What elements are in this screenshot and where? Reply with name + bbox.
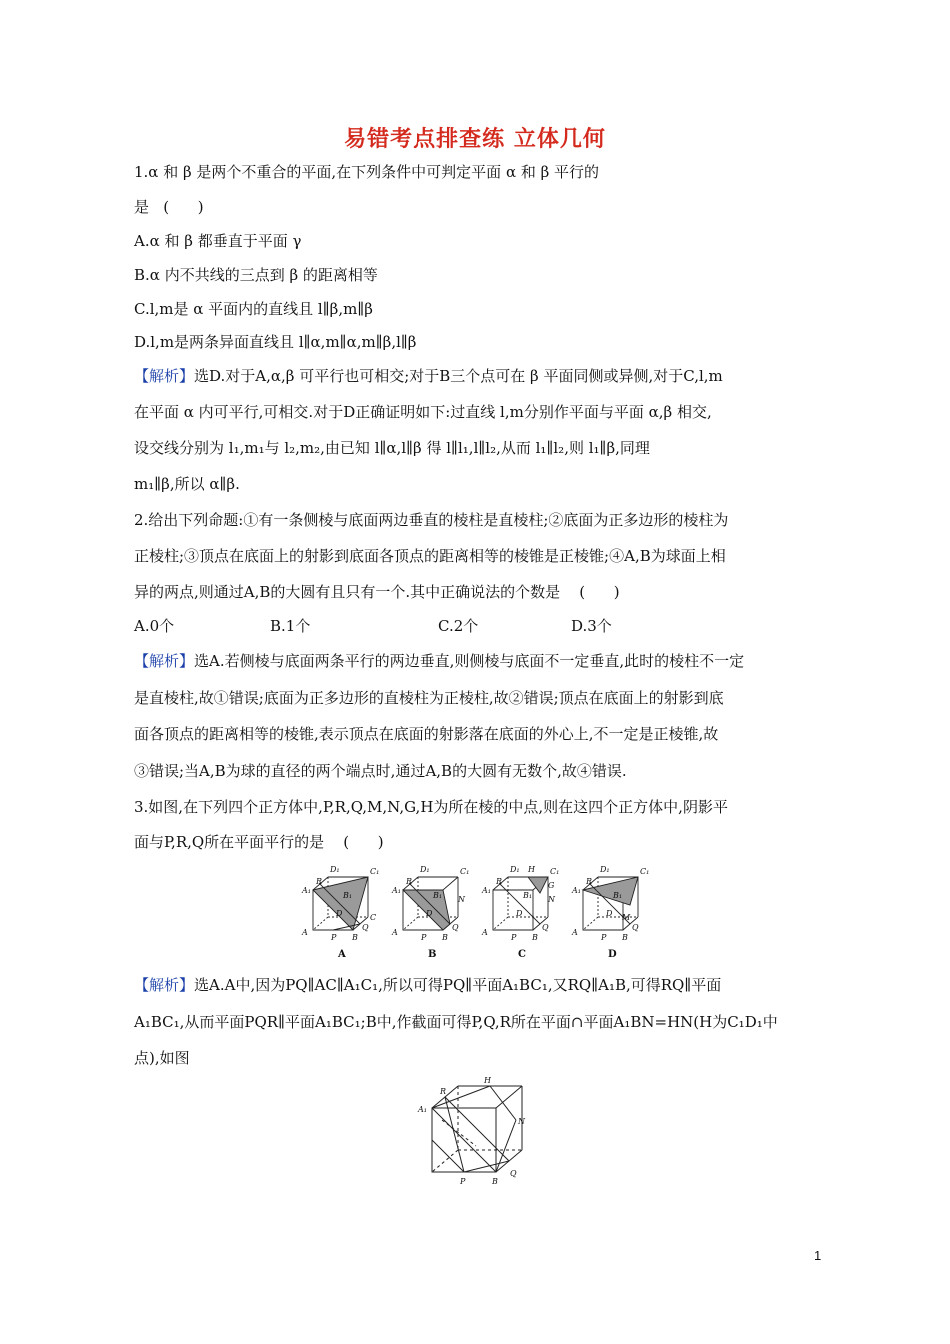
analysis-tag: 【解析】 xyxy=(134,652,195,670)
svg-text:A₁: A₁ xyxy=(302,886,311,895)
q2-option-d: D.3个 xyxy=(571,617,612,635)
svg-text:A₁: A₁ xyxy=(418,1105,427,1114)
svg-text:D: D xyxy=(606,909,613,918)
figure-caption-a: A xyxy=(338,949,346,960)
q2-stem-line3: 异的两点,则通过A,B的大圆有且只有一个.其中正确说法的个数是 ( ) xyxy=(134,583,620,601)
svg-text:G: G xyxy=(548,881,555,890)
svg-text:A₁: A₁ xyxy=(572,886,581,895)
q2-analysis-line3: 面各顶点的距离相等的棱锥,表示顶点在底面的射影落在底面的外心上,不一定是正棱锥,故 xyxy=(134,725,719,743)
svg-text:D₁: D₁ xyxy=(600,865,610,874)
svg-text:H: H xyxy=(528,865,535,874)
svg-text:Q: Q xyxy=(632,923,639,932)
svg-text:B₁: B₁ xyxy=(613,891,623,900)
svg-text:H: H xyxy=(484,1076,491,1085)
svg-text:A₁: A₁ xyxy=(392,886,401,895)
svg-text:C: C xyxy=(370,913,377,922)
svg-text:D₁: D₁ xyxy=(510,865,520,874)
svg-text:P: P xyxy=(511,933,517,942)
svg-text:A: A xyxy=(482,928,488,937)
q2-option-b: B.1个 xyxy=(270,617,311,635)
svg-text:B: B xyxy=(532,933,538,942)
solution-cube-figure xyxy=(414,1076,534,1194)
svg-text:C₁: C₁ xyxy=(640,867,650,876)
svg-text:P: P xyxy=(331,933,337,942)
svg-text:R: R xyxy=(496,877,503,886)
q1-option-c: C.l,m是 α 平面内的直线且 l∥β,m∥β xyxy=(134,300,373,318)
q1-analysis-line3: 设交线分别为 l₁,m₁与 l₂,m₂,由已知 l∥α,l∥β 得 l∥l₁,l∥l₂,从而 l₁∥l₂,则 l₁∥β,同理 xyxy=(134,439,650,457)
figure-caption-c: C xyxy=(518,949,526,960)
svg-text:C₁: C₁ xyxy=(550,867,560,876)
svg-text:B₁: B₁ xyxy=(523,891,533,900)
figure-caption-d: D xyxy=(608,949,617,960)
q2-option-c: C.2个 xyxy=(438,617,479,635)
q1-stem-line1: 1.α 和 β 是两个不重合的平面,在下列条件中可判定平面 α 和 β 平行的 xyxy=(134,163,600,181)
svg-text:P: P xyxy=(421,933,427,942)
svg-text:N: N xyxy=(458,895,465,904)
svg-text:Q: Q xyxy=(542,923,549,932)
svg-text:Q: Q xyxy=(362,923,369,932)
svg-text:N: N xyxy=(518,1117,525,1126)
svg-text:A: A xyxy=(392,928,398,937)
q3-analysis-line1: 【解析】选A.A中,因为PQ∥AC∥A₁C₁,所以可得PQ∥平面A₁BC₁,又RQ∥A₁B,可得RQ∥平面 xyxy=(134,976,722,994)
svg-text:B: B xyxy=(492,1177,498,1186)
svg-text:P: P xyxy=(601,933,607,942)
q3-analysis-line3: 点),如图 xyxy=(134,1049,190,1067)
svg-text:C₁: C₁ xyxy=(370,867,380,876)
svg-text:R: R xyxy=(316,877,323,886)
svg-text:P: P xyxy=(460,1177,466,1186)
q2-stem-line1: 2.给出下列命题:①有一条侧棱与底面两边垂直的棱柱是直棱柱;②底面为正多边形的棱柱为 xyxy=(134,511,729,529)
svg-text:D: D xyxy=(426,909,433,918)
page-number: 1 xyxy=(814,1248,822,1263)
q3-stem-line1: 3.如图,在下列四个正方体中,P,R,Q,M,N,G,H为所在棱的中点,则在这四个正方体中,阴影平 xyxy=(134,798,728,816)
figure-caption-b: B xyxy=(428,949,437,960)
svg-text:R: R xyxy=(440,1087,447,1096)
svg-text:N: N xyxy=(548,895,555,904)
svg-text:A: A xyxy=(572,928,578,937)
svg-text:A₁: A₁ xyxy=(482,886,491,895)
svg-text:R: R xyxy=(406,877,413,886)
q3-stem-line2: 面与P,R,Q所在平面平行的是 ( ) xyxy=(134,833,384,851)
svg-text:M: M xyxy=(622,913,631,922)
svg-text:B: B xyxy=(622,933,628,942)
svg-text:Q: Q xyxy=(452,923,459,932)
q1-option-a: A.α 和 β 都垂直于平面 γ xyxy=(134,232,302,250)
svg-text:D: D xyxy=(516,909,523,918)
svg-text:B: B xyxy=(352,933,358,942)
svg-text:D₁: D₁ xyxy=(420,865,430,874)
analysis-tag: 【解析】 xyxy=(134,367,195,385)
svg-text:Q: Q xyxy=(510,1169,517,1178)
q2-stem-line2: 正棱柱;③顶点在底面上的射影到底面各顶点的距离相等的棱锥是正棱锥;④A,B为球面上相 xyxy=(134,547,726,565)
analysis-tag: 【解析】 xyxy=(134,976,195,994)
cube-figures xyxy=(296,860,656,962)
q1-option-b: B.α 内不共线的三点到 β 的距离相等 xyxy=(134,266,378,284)
q1-analysis-line4: m₁∥β,所以 α∥β. xyxy=(134,475,240,493)
page-title: 易错考点排查练 立体几何 xyxy=(344,126,606,152)
svg-text:B₁: B₁ xyxy=(433,891,443,900)
svg-text:D₁: D₁ xyxy=(330,865,340,874)
svg-text:B₁: B₁ xyxy=(343,891,353,900)
q1-analysis-line2: 在平面 α 内可平行,可相交.对于D正确证明如下:过直线 l,m分别作平面与平面 α,β 相交, xyxy=(134,403,712,421)
svg-text:D: D xyxy=(336,909,343,918)
q3-analysis-line2: A₁BC₁,从而平面PQR∥平面A₁BC₁;B中,作截面可得P,Q,R所在平面∩平面A₁BN=HN(H为C₁D₁中 xyxy=(134,1013,778,1031)
svg-text:C₁: C₁ xyxy=(460,867,470,876)
svg-text:A: A xyxy=(302,928,308,937)
q1-option-d: D.l,m是两条异面直线且 l∥α,m∥α,m∥β,l∥β xyxy=(134,333,417,351)
q2-analysis-line4: ③错误;当A,B为球的直径的两个端点时,通过A,B的大圆有无数个,故④错误. xyxy=(134,762,627,780)
q2-analysis-line1: 【解析】选A.若侧棱与底面两条平行的两边垂直,则侧棱与底面不一定垂直,此时的棱柱不一定 xyxy=(134,652,745,670)
q2-analysis-line2: 是直棱柱,故①错误;底面为正多边形的直棱柱为正棱柱,故②错误;顶点在底面上的射影到底 xyxy=(134,689,724,707)
svg-text:B: B xyxy=(442,933,448,942)
svg-text:R: R xyxy=(586,877,593,886)
q1-stem-line2: 是 ( ) xyxy=(134,198,204,216)
q2-option-a: A.0个 xyxy=(134,617,175,635)
q1-analysis-line1: 【解析】选D.对于A,α,β 可平行也可相交;对于B三个点可在 β 平面同侧或异侧,对于C,l,m xyxy=(134,367,723,385)
